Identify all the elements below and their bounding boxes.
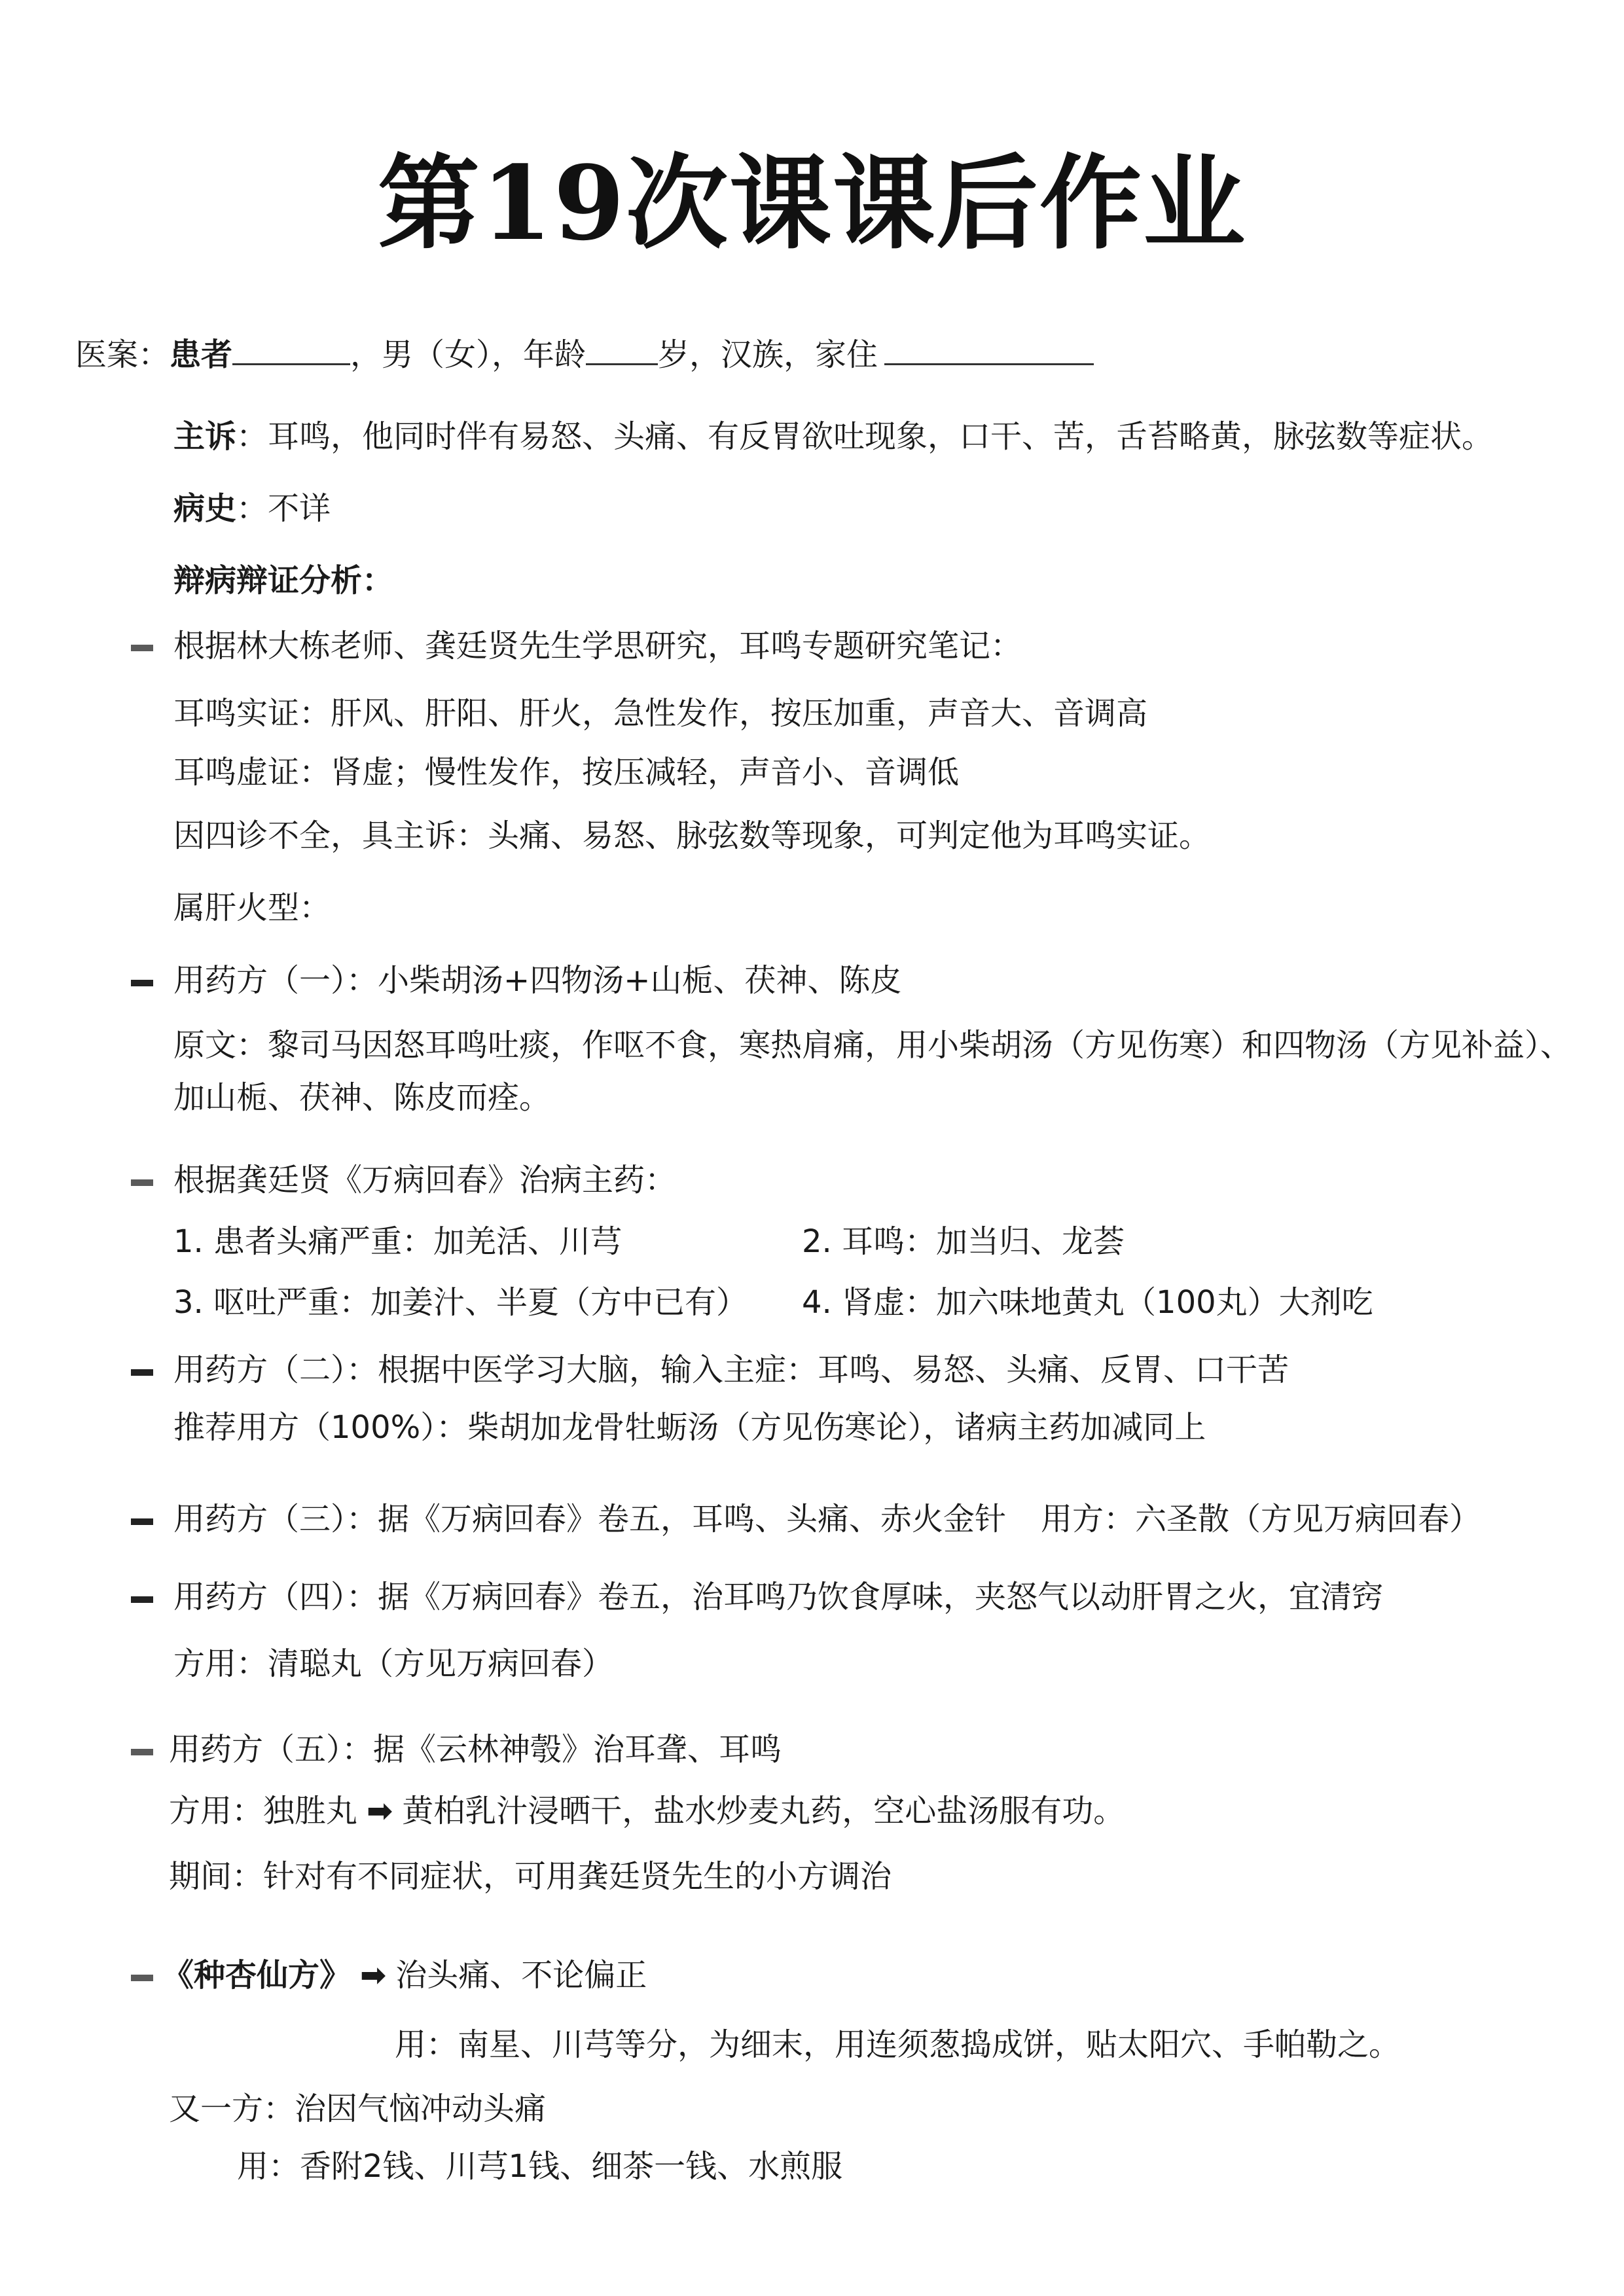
- history-line: [173, 488, 331, 529]
- sec2-item: 2. 耳鸣：加当归、龙荟: [802, 1223, 1125, 1260]
- rx1-line: 原文：黎司马因怒耳鸣吐痰，作呕不食，寒热肩痛，用小柴胡汤（方见伤寒）和四物汤（方见补益）、: [173, 1027, 1572, 1064]
- dash-marker: [131, 1596, 153, 1603]
- rx1-line: 加山栀、茯神、陈皮而痊。: [173, 1079, 551, 1116]
- age-blank[interactable]: [586, 334, 658, 365]
- rx2-head: 用药方（二）：根据中医学习大脑，输入主症：耳鸣、易怒、头痛、反胃、口干苦: [173, 1352, 1290, 1388]
- sec3-book-title: 《种杏仙方》: [162, 1957, 352, 1994]
- sec1-head: 根据林大栋老师、龚廷贤先生学思研究，耳鸣专题研究笔记：: [173, 628, 1022, 664]
- rx4-line: 方用：清聪丸（方见万病回春）: [173, 1645, 614, 1682]
- sec2-item: 4. 肾虚：加六味地黄丸（100丸）大剂吃: [802, 1284, 1373, 1321]
- arrow-right-icon: ➡: [360, 1957, 387, 1994]
- address-blank[interactable]: [884, 334, 1094, 365]
- sec1-line: 耳鸣虚证：肾虚；慢性发作，按压减轻，声音小、音调低: [173, 754, 960, 791]
- sec3-line: 又一方：治因气恼冲动头痛: [169, 2090, 547, 2127]
- rx5-method-detail: 黄柏乳汁浸晒干，盐水炒麦丸药，空心盐汤服有功。: [402, 1793, 1125, 1829]
- rx5-head: 用药方（五）：据《云林神彀》治耳聋、耳鸣: [169, 1731, 782, 1768]
- dash-marker: [131, 1749, 153, 1755]
- sec1-line: 属肝火型：: [173, 889, 331, 926]
- rx5-line: 期间：针对有不同症状，可用龚廷贤先生的小方调治: [169, 1858, 892, 1895]
- dash-marker: [131, 1369, 153, 1376]
- arrow-right-icon: ➡: [367, 1793, 393, 1829]
- patient-label: 患者: [170, 336, 233, 373]
- dash-marker: [131, 980, 153, 986]
- sec3-line: 用：南星、川芎等分，为细末，用连须葱捣成饼，贴太阳穴、手帕勒之。: [395, 2026, 1401, 2063]
- name-blank[interactable]: [232, 334, 350, 365]
- case-label: 医案：: [75, 336, 170, 373]
- rx1-head: 用药方（一）：小柴胡汤+四物汤+山栀、茯神、陈皮: [173, 962, 902, 999]
- dash-marker: [131, 1518, 153, 1525]
- rx5-line: [169, 1790, 1125, 1832]
- sec2-item: 1. 患者头痛严重：加羌活、川芎: [173, 1223, 623, 1260]
- complaint-line: [173, 416, 1493, 457]
- rx2-line: 推荐用方（100%）：柴胡加龙骨牡蛎汤（方见伤寒论），诸病主药加减同上: [173, 1409, 1206, 1446]
- sec3-head-line: [162, 1954, 647, 1996]
- sec2-item: 3. 呕吐严重：加姜汁、半夏（方中已有）: [173, 1284, 748, 1321]
- page-title: 第19次课课后作业: [377, 143, 1247, 263]
- sec1-line: 耳鸣实证：肝风、肝阳、肝火，急性发作，按压加重，声音大、音调高: [173, 695, 1148, 732]
- analysis-label: 辩病辩证分析：: [173, 562, 394, 599]
- rx5-method: 方用：独胜丸: [169, 1793, 358, 1829]
- rx3-head: 用药方（三）：据《万病回春》卷五，耳鸣、头痛、赤火金针: [173, 1501, 1007, 1537]
- dash-marker: [131, 1179, 153, 1186]
- case-line: [75, 334, 1094, 376]
- sec2-head: 根据龚廷贤《万病回春》治病主药：: [173, 1162, 677, 1198]
- age-unit-text: 岁，汉族，家住: [658, 336, 878, 373]
- sec1-line: 因四诊不全，具主诉：头痛、易怒、脉弦数等现象，可判定他为耳鸣实证。: [173, 817, 1211, 854]
- rx4-head: 用药方（四）：据《万病回春》卷五，治耳鸣乃饮食厚味，夹怒气以动肝胃之火，宜清窍: [173, 1579, 1384, 1615]
- history-label: 病史: [173, 490, 237, 527]
- complaint-text: ：耳鸣，他同时伴有易怒、头痛、有反胃欲吐现象，口干、苦，舌苔略黄，脉弦数等症状。: [236, 418, 1494, 455]
- rx3-tail: 用方：六圣散（方见万病回春）: [1041, 1501, 1481, 1537]
- complaint-label: 主诉: [173, 418, 237, 455]
- sec3-line: 用：香附2钱、川芎1钱、细茶一钱、水煎服: [237, 2148, 843, 2185]
- dash-marker: [131, 1975, 153, 1981]
- dash-marker: [131, 645, 153, 651]
- sex-text: ，男（女），年龄: [350, 336, 586, 373]
- sec3-head: 治头痛、不论偏正: [395, 1957, 647, 1994]
- history-text: ：不详: [236, 490, 331, 527]
